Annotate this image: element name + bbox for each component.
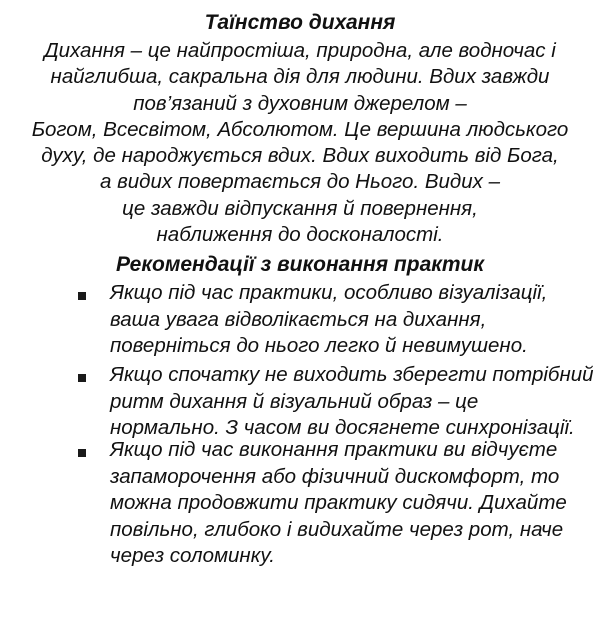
list-item-line: Якщо спочатку не виходить зберегти потрібний <box>110 363 594 386</box>
list-item-line: повільно, глибоко і видихайте через рот, наче <box>110 517 564 541</box>
paragraph-line: це завжди відпускання й повернення, <box>122 196 478 220</box>
list-item-line: ваша увага відволікається на дихання, <box>110 307 487 331</box>
section-title-recommendations: Рекомендації з виконання практик <box>115 253 485 276</box>
intro-paragraph <box>20 38 580 248</box>
list-item-text <box>110 280 590 360</box>
paragraph-line: Богом, Всесвітом, Абсолютом. Це вершина людського <box>31 117 569 141</box>
list-item-line: ритм дихання й візуальний образ – це <box>110 389 479 413</box>
list-item-line: запаморочення або фізичний дискомфорт, то <box>110 464 560 488</box>
list-item-line: нормально. З часом ви досягнете синхронізації. <box>110 416 575 439</box>
paragraph-line: пов’язаний з духовним джерелом – <box>133 91 467 115</box>
paragraph-line: наближення до досконалості. <box>156 223 444 247</box>
list-item-text <box>110 362 594 442</box>
paragraph-line: найглибша, сакральна дія для людини. Вдих завжди <box>50 65 550 89</box>
list-item-line: Якщо під час практики, особливо візуалізації, <box>110 281 548 304</box>
bullet-square-icon <box>78 374 86 382</box>
bullet-square-icon <box>78 449 86 457</box>
paragraph-line: а видих повертається до Нього. Видих – <box>99 170 500 194</box>
list-item-line: поверніться до нього легко й невимушено. <box>110 334 528 357</box>
list-item-line: Якщо під час виконання практики ви відчуєте <box>110 438 558 461</box>
section-title-breathing-mystery: Таїнство дихання <box>204 11 396 34</box>
list-item-text <box>110 437 590 570</box>
paragraph-line: Дихання – це найпростіша, природна, але водночас і <box>44 39 556 62</box>
bullet-square-icon <box>78 292 86 300</box>
list-item-line: через соломинку. <box>110 544 275 567</box>
paragraph-line: духу, де народжується вдих. Вдих виходить від Бога, <box>41 144 559 168</box>
list-item-line: можна продовжити практику сидячи. Дихайте <box>110 491 567 514</box>
